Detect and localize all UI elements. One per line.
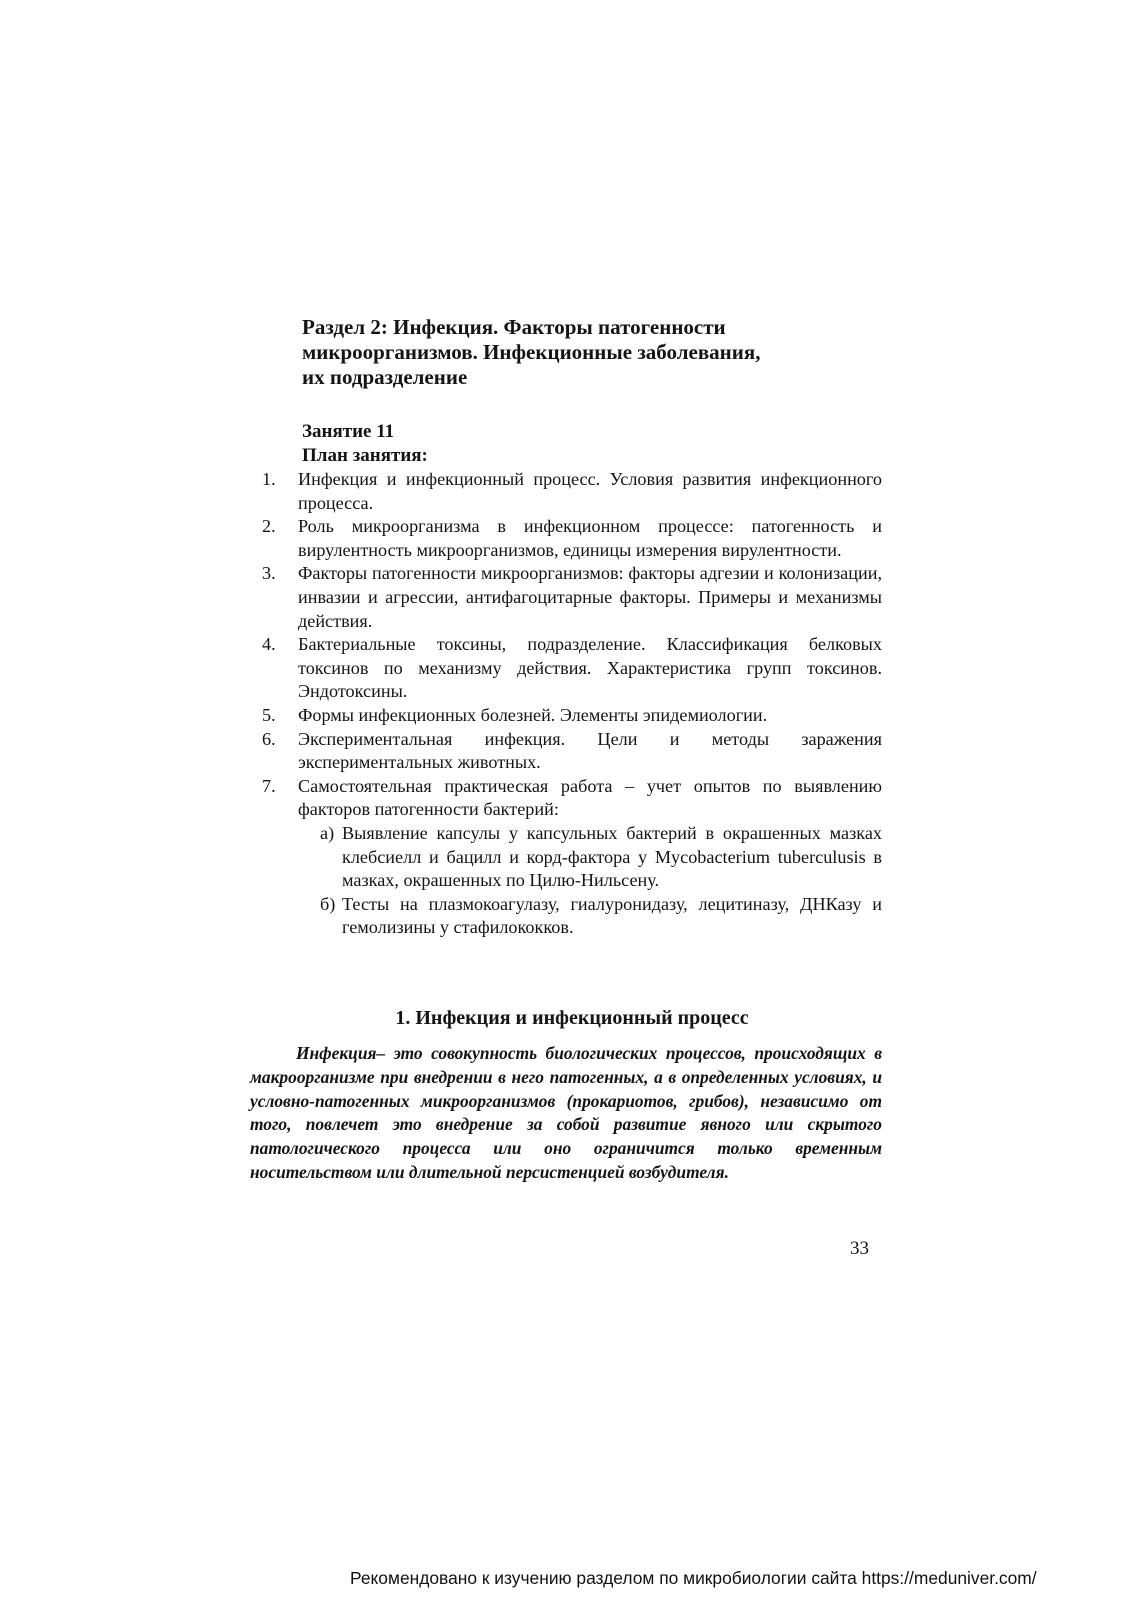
section-heading-line: их подразделение (302, 365, 468, 389)
plan-item-text: Инфекция и инфекционный процесс. Условия развития инфекционного процесса. (298, 469, 882, 513)
plan-subitem (320, 822, 882, 893)
plan-item (262, 515, 882, 562)
lesson-plan-list (262, 468, 882, 940)
footer-note: Рекомендовано к изучению разделом по микробиологии сайта https://meduniver.com/ (350, 1568, 1037, 1588)
section-heading-line: микроорганизмов. Инфекционные заболевания, (302, 340, 761, 364)
plan-item-text: Экспериментальная инфекция. Цели и методы заражения экспериментальных животных. (298, 728, 882, 773)
lesson-title: Занятие 11 (302, 421, 395, 442)
plan-item (262, 562, 882, 633)
plan-item (262, 704, 882, 728)
plan-item-text: Роль микроорганизма в инфекционном процессе: патогенность и вирулентность микроорганизмов, единицы измерения вирулентности. (298, 516, 882, 560)
section-heading-line: Раздел 2: Инфекция. Факторы патогенности (302, 315, 726, 339)
plan-item-number: 1. (262, 469, 276, 489)
plan-subitem-text: Выявление капсулы у капсульных бактерий в окрашенных мазках клебсиелл и бацилл и корд-фактора у Mycobacterium tuberculusis в мазках, окрашенных по Цилю-Нильсену. (342, 822, 882, 891)
plan-item (262, 633, 882, 704)
plan-label: План занятия: (302, 445, 428, 466)
infection-definition: Инфекция– это совокупность биологических процессов, происходящих в макроорганизме при внедрении в него патогенных, а в определенных условиях, и условно-патогенных микроорганизмов (прокариотов, грибов), независимо от того, повлечет это внедрение за собой развитие явного или скрытого патологического процесса или оно ограничится только временным носительством или длительной персистенцией возбудителя. (250, 1043, 882, 1182)
plan-item-number: 4. (262, 634, 276, 655)
plan-item-text: Бактериальные токсины, подразделение. Классификация белковых токсинов по механизму действия. Характеристика групп токсинов. Эндотоксины. (298, 634, 882, 702)
plan-item-number: 7. (262, 775, 276, 796)
plan-subitem-letter: а) (320, 822, 335, 843)
plan-sublist (298, 822, 882, 940)
plan-item-text: Факторы патогенности микроорганизмов: факторы адгезии и колонизации, инвазии и агрессии, антифагоцитарные факторы. Примеры и механизмы действия. (298, 563, 882, 631)
plan-subitem-letter: б) (320, 893, 336, 914)
plan-item-number: 3. (262, 563, 276, 584)
section-heading (302, 315, 862, 390)
plan-item-number: 5. (262, 704, 276, 725)
plan-subitem-text: Тесты на плазмокоагулазу, гиалуронидазу, лецитиназу, ДНКазу и гемолизины у стафилококков. (342, 893, 882, 938)
plan-item (262, 775, 882, 940)
topic-heading: 1. Инфекция и инфекционный процесс (395, 1007, 749, 1029)
plan-item-text: Самостоятельная практическая работа – учет опытов по выявлению факторов патогенности бактерий: (298, 775, 882, 820)
lesson-header (302, 420, 428, 468)
plan-item-number: 6. (262, 728, 276, 749)
page-number: 33 (850, 1238, 869, 1259)
plan-item (262, 468, 882, 515)
plan-item (262, 728, 882, 775)
plan-item-text: Формы инфекционных болезней. Элементы эпидемиологии. (298, 704, 768, 725)
plan-item-number: 2. (262, 516, 276, 537)
plan-subitem (320, 893, 882, 940)
plan-item-text-wrapper (298, 775, 882, 940)
